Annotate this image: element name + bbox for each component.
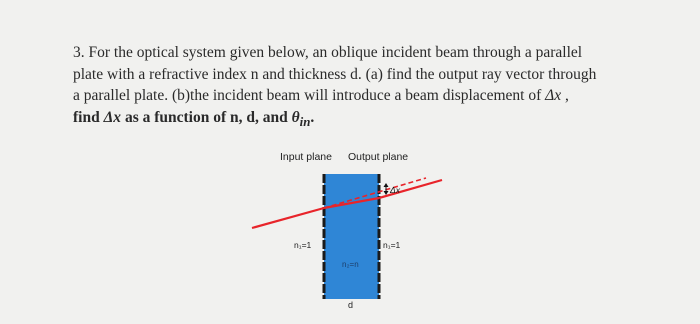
thickness-label: d [348,300,354,310]
problem-line-4 [73,107,683,133]
problem-line-4-text: as a function of n, d, and [121,108,292,126]
problem-statement [73,42,683,132]
theta-symbol [291,108,311,129]
parallel-plate-diagram [250,146,450,316]
n1-right-label: n₁=1 [383,240,401,250]
delta-x-symbol: Δx [545,87,562,104]
n2-label: n₂=n [342,260,359,269]
input-plane-label: Input plane [280,151,332,163]
problem-line-4-end: . [310,108,315,126]
problem-line-1: 3. For the optical system given below, an oblique incident beam through a parallel [73,44,583,61]
problem-line-4-find: find [73,108,104,126]
theta-letter: θ [291,108,300,126]
delta-x-symbol-2: Δx [103,108,122,126]
problem-line-3-text: a parallel plate. (b)the incident beam will introduce a beam displacement of [73,87,546,104]
problem-line-2: plate with a refractive index n and thickness d. (a) find the output ray vector through [73,65,597,83]
delta-x-arrowhead-up [384,183,389,187]
delta-x-label: Δx [390,185,400,195]
n1-left-label: n₁=1 [294,240,312,250]
output-plane-label: Output plane [348,151,409,163]
problem-line-3-end: , [561,87,569,104]
incident-beam [252,208,324,228]
theta-subscript: in [299,113,311,129]
problem-line-3 [73,85,683,107]
plate-rect [324,174,379,299]
